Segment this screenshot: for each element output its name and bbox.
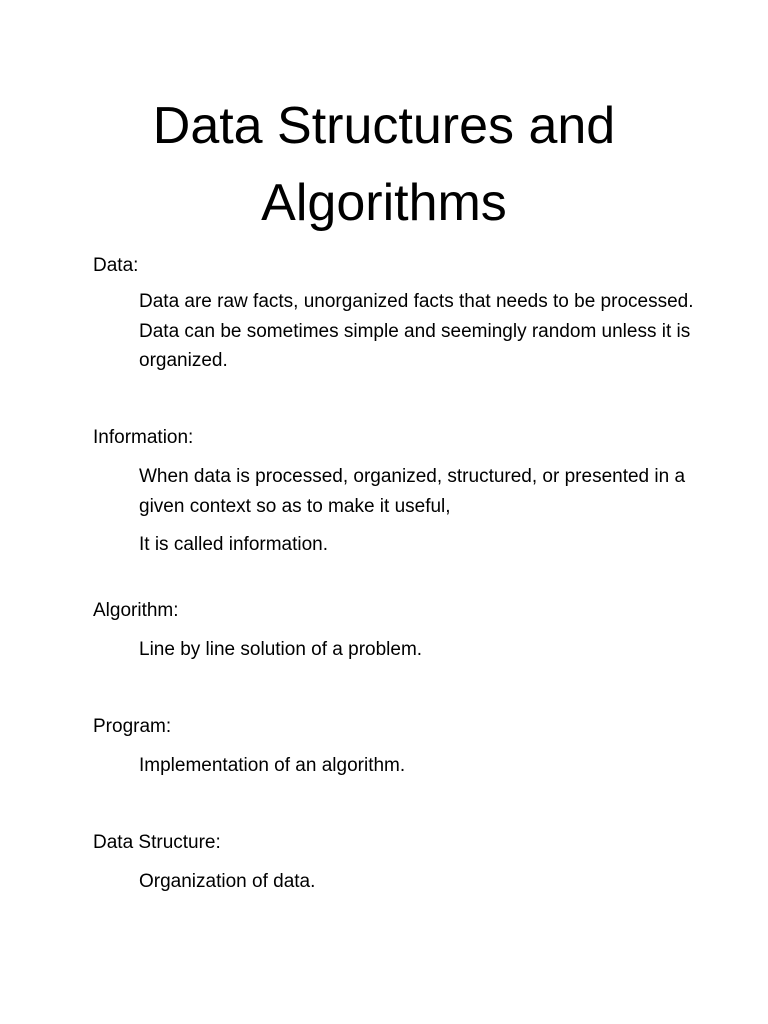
definition-data-structure: Organization of data. <box>139 871 316 892</box>
definition-information-continued: It is called information. <box>139 534 329 555</box>
term-program: Program: <box>93 716 172 737</box>
term-information: Information: <box>93 427 194 448</box>
definition-data: Data are raw facts, unorganized facts that needs to be processed. Data can be sometimes simple and seemingly random unless it is organized. <box>139 291 694 371</box>
definition-program: Implementation of an algorithm. <box>139 755 406 776</box>
definition-algorithm: Line by line solution of a problem. <box>139 639 423 660</box>
document-title <box>0 88 768 242</box>
title-line-2: Algorithms <box>261 174 507 232</box>
definition-information: When data is processed, organized, structured, or presented in a given context so as to make it useful, <box>139 466 686 517</box>
title-line-1: Data Structures and <box>152 97 616 155</box>
term-data: Data: <box>93 255 139 276</box>
term-algorithm: Algorithm: <box>93 600 179 621</box>
term-data-structure: Data Structure: <box>93 832 221 853</box>
